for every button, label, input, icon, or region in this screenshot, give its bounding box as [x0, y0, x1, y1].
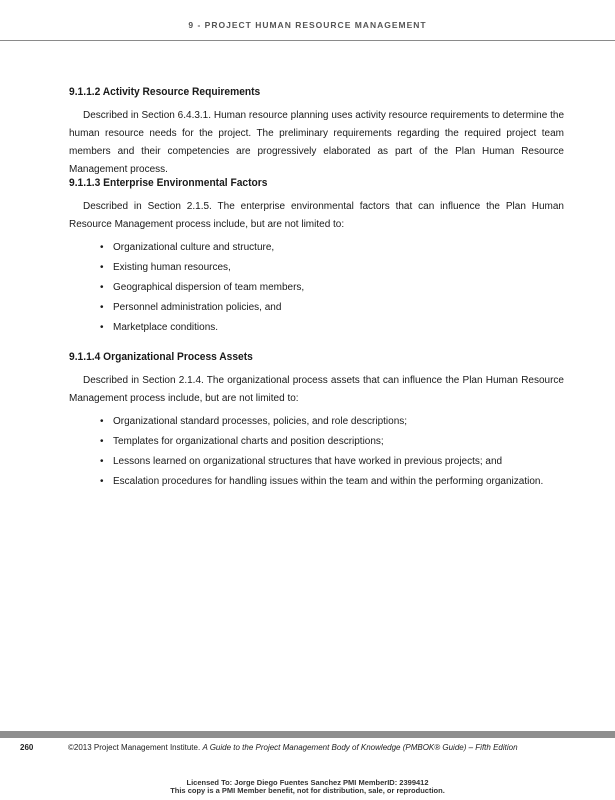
list-item-text: Lessons learned on organizational structures that have worked in previous projects; and	[113, 456, 503, 467]
bullet-list	[69, 412, 564, 492]
bullet-icon: •	[100, 456, 104, 467]
list-item	[69, 238, 564, 258]
running-header	[0, 0, 615, 41]
list-item-text: Existing human resources,	[113, 262, 231, 273]
list-item	[69, 318, 564, 338]
section-heading: 9.1.1.2 Activity Resource Requirements	[69, 86, 261, 98]
bullet-icon: •	[100, 282, 104, 293]
bullet-icon: •	[100, 302, 104, 313]
list-item	[69, 452, 564, 472]
license-line-1: Licensed To: Jorge Diego Fuentes Sanchez PMI MemberID: 2399412	[186, 778, 429, 787]
bullet-icon: •	[100, 322, 104, 333]
copyright-text: ©2013 Project Management Institute.	[68, 743, 201, 752]
list-item	[69, 278, 564, 298]
header-rule	[0, 40, 615, 41]
list-item	[69, 412, 564, 432]
section-paragraph: Described in Section 2.1.4. The organizational process assets that can influence the Plan Human Resource Management process include, but are not limited to:	[69, 375, 564, 404]
list-item-text: Escalation procedures for handling issues within the team and within the performing organization.	[113, 476, 544, 487]
bullet-list	[69, 238, 564, 338]
section-heading: 9.1.1.4 Organizational Process Assets	[69, 351, 253, 363]
bullet-icon: •	[100, 242, 104, 253]
section-heading: 9.1.1.3 Enterprise Environmental Factors	[69, 177, 268, 189]
chapter-title: 9 - PROJECT HUMAN RESOURCE MANAGEMENT	[188, 20, 427, 30]
bullet-icon: •	[100, 476, 104, 487]
section-organizational-process-assets	[69, 351, 564, 492]
list-item-text: Organizational standard processes, policies, and role descriptions;	[113, 416, 408, 427]
list-item	[69, 472, 564, 492]
list-item-text: Personnel administration policies, and	[113, 302, 282, 313]
book-title: A Guide to the Project Management Body of Knowledge (PMBOK® Guide) – Fifth Edition	[202, 743, 518, 752]
page-footer	[20, 743, 518, 752]
license-line-2: This copy is a PMI Member benefit, not for distribution, sale, or reproduction.	[170, 786, 445, 795]
list-item-text: Geographical dispersion of team members,	[113, 282, 305, 293]
section-enterprise-environmental-factors	[69, 177, 564, 338]
list-item	[69, 298, 564, 318]
section-activity-resource-requirements	[69, 86, 564, 179]
list-item-text: Templates for organizational charts and position descriptions;	[113, 436, 384, 447]
bullet-icon: •	[100, 436, 104, 447]
footer-band	[0, 731, 615, 738]
list-item-text: Marketplace conditions.	[113, 322, 219, 333]
bullet-icon: •	[100, 416, 104, 427]
bullet-icon: •	[100, 262, 104, 273]
page-number: 260	[20, 743, 34, 752]
list-item-text: Organizational culture and structure,	[113, 242, 275, 253]
list-item	[69, 258, 564, 278]
section-paragraph: Described in Section 2.1.5. The enterprise environmental factors that can influence the Plan Human Resource Management process include, but are not limited to:	[69, 201, 564, 230]
license-notice	[0, 779, 615, 795]
list-item	[69, 432, 564, 452]
section-paragraph: Described in Section 6.4.3.1. Human resource planning uses activity resource requirements to determine the human resource needs for the project. The preliminary requirements regarding the required project team members and their competencies are progressively elaborated as part of the Plan Human Resource Management process.	[69, 110, 564, 175]
